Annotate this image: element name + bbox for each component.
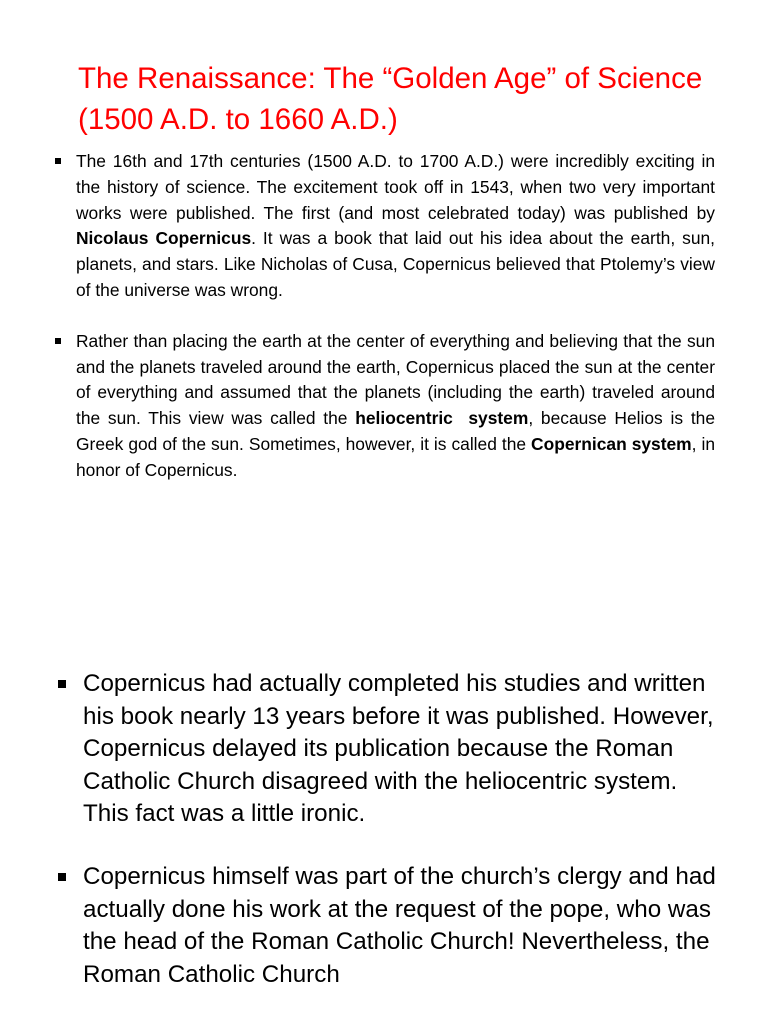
bullet-list-intro [52,149,715,484]
bold-term: Nicolaus Copernicus [76,228,252,249]
paragraph-text: , in honor of Copernicus. [76,433,715,480]
bullet-list-detail [58,668,718,991]
square-bullet-icon [55,338,61,344]
list-item [52,149,715,304]
list-item [58,668,718,831]
paragraph-text: . It was a book that laid out his idea about the earth, sun, planets, and stars. Like Nicholas of Cusa, Copernicus believed that Ptolemy’s view of the universe was wrong. [76,228,715,300]
square-bullet-icon [58,680,66,688]
bold-term: heliocentric system [355,408,529,429]
square-bullet-icon [55,158,61,164]
paragraph-text: Copernicus had actually completed his studies and written his book nearly 13 years before it was published. However, Copernicus delayed its publication because the Roman Catholic Church disagreed with the heliocentric system. This fact was a little ironic. [83,670,714,828]
page-title: The Renaissance: The “Golden Age” of Science (1500 A.D. to 1660 A.D.) [78,62,703,136]
list-item [58,861,718,991]
bold-term: Copernican system [531,433,692,454]
paragraph-text: Rather than placing the earth at the center of everything and believing that the sun and the planets traveled around the earth, Copernicus placed the sun at the center of everything and assumed that the planets (including the earth) traveled around the sun. This view was called the [76,330,715,429]
square-bullet-icon [58,873,66,881]
paragraph-text: The 16th and 17th centuries (1500 A.D. to 1700 A.D.) were incredibly exciting in the history of science. The excitement took off in 1543, when two very important works were published. The first (and most celebrated today) was published by [76,151,715,223]
paragraph-text: Copernicus himself was part of the church’s clergy and had actually done his work at the request of the pope, who was the head of the Roman Catholic Church! Nevertheless, the Roman Catholic Church [83,862,716,988]
paragraph-text: , because Helios is the Greek god of the sun. Sometimes, however, it is called the [76,408,715,454]
list-item [52,329,715,484]
